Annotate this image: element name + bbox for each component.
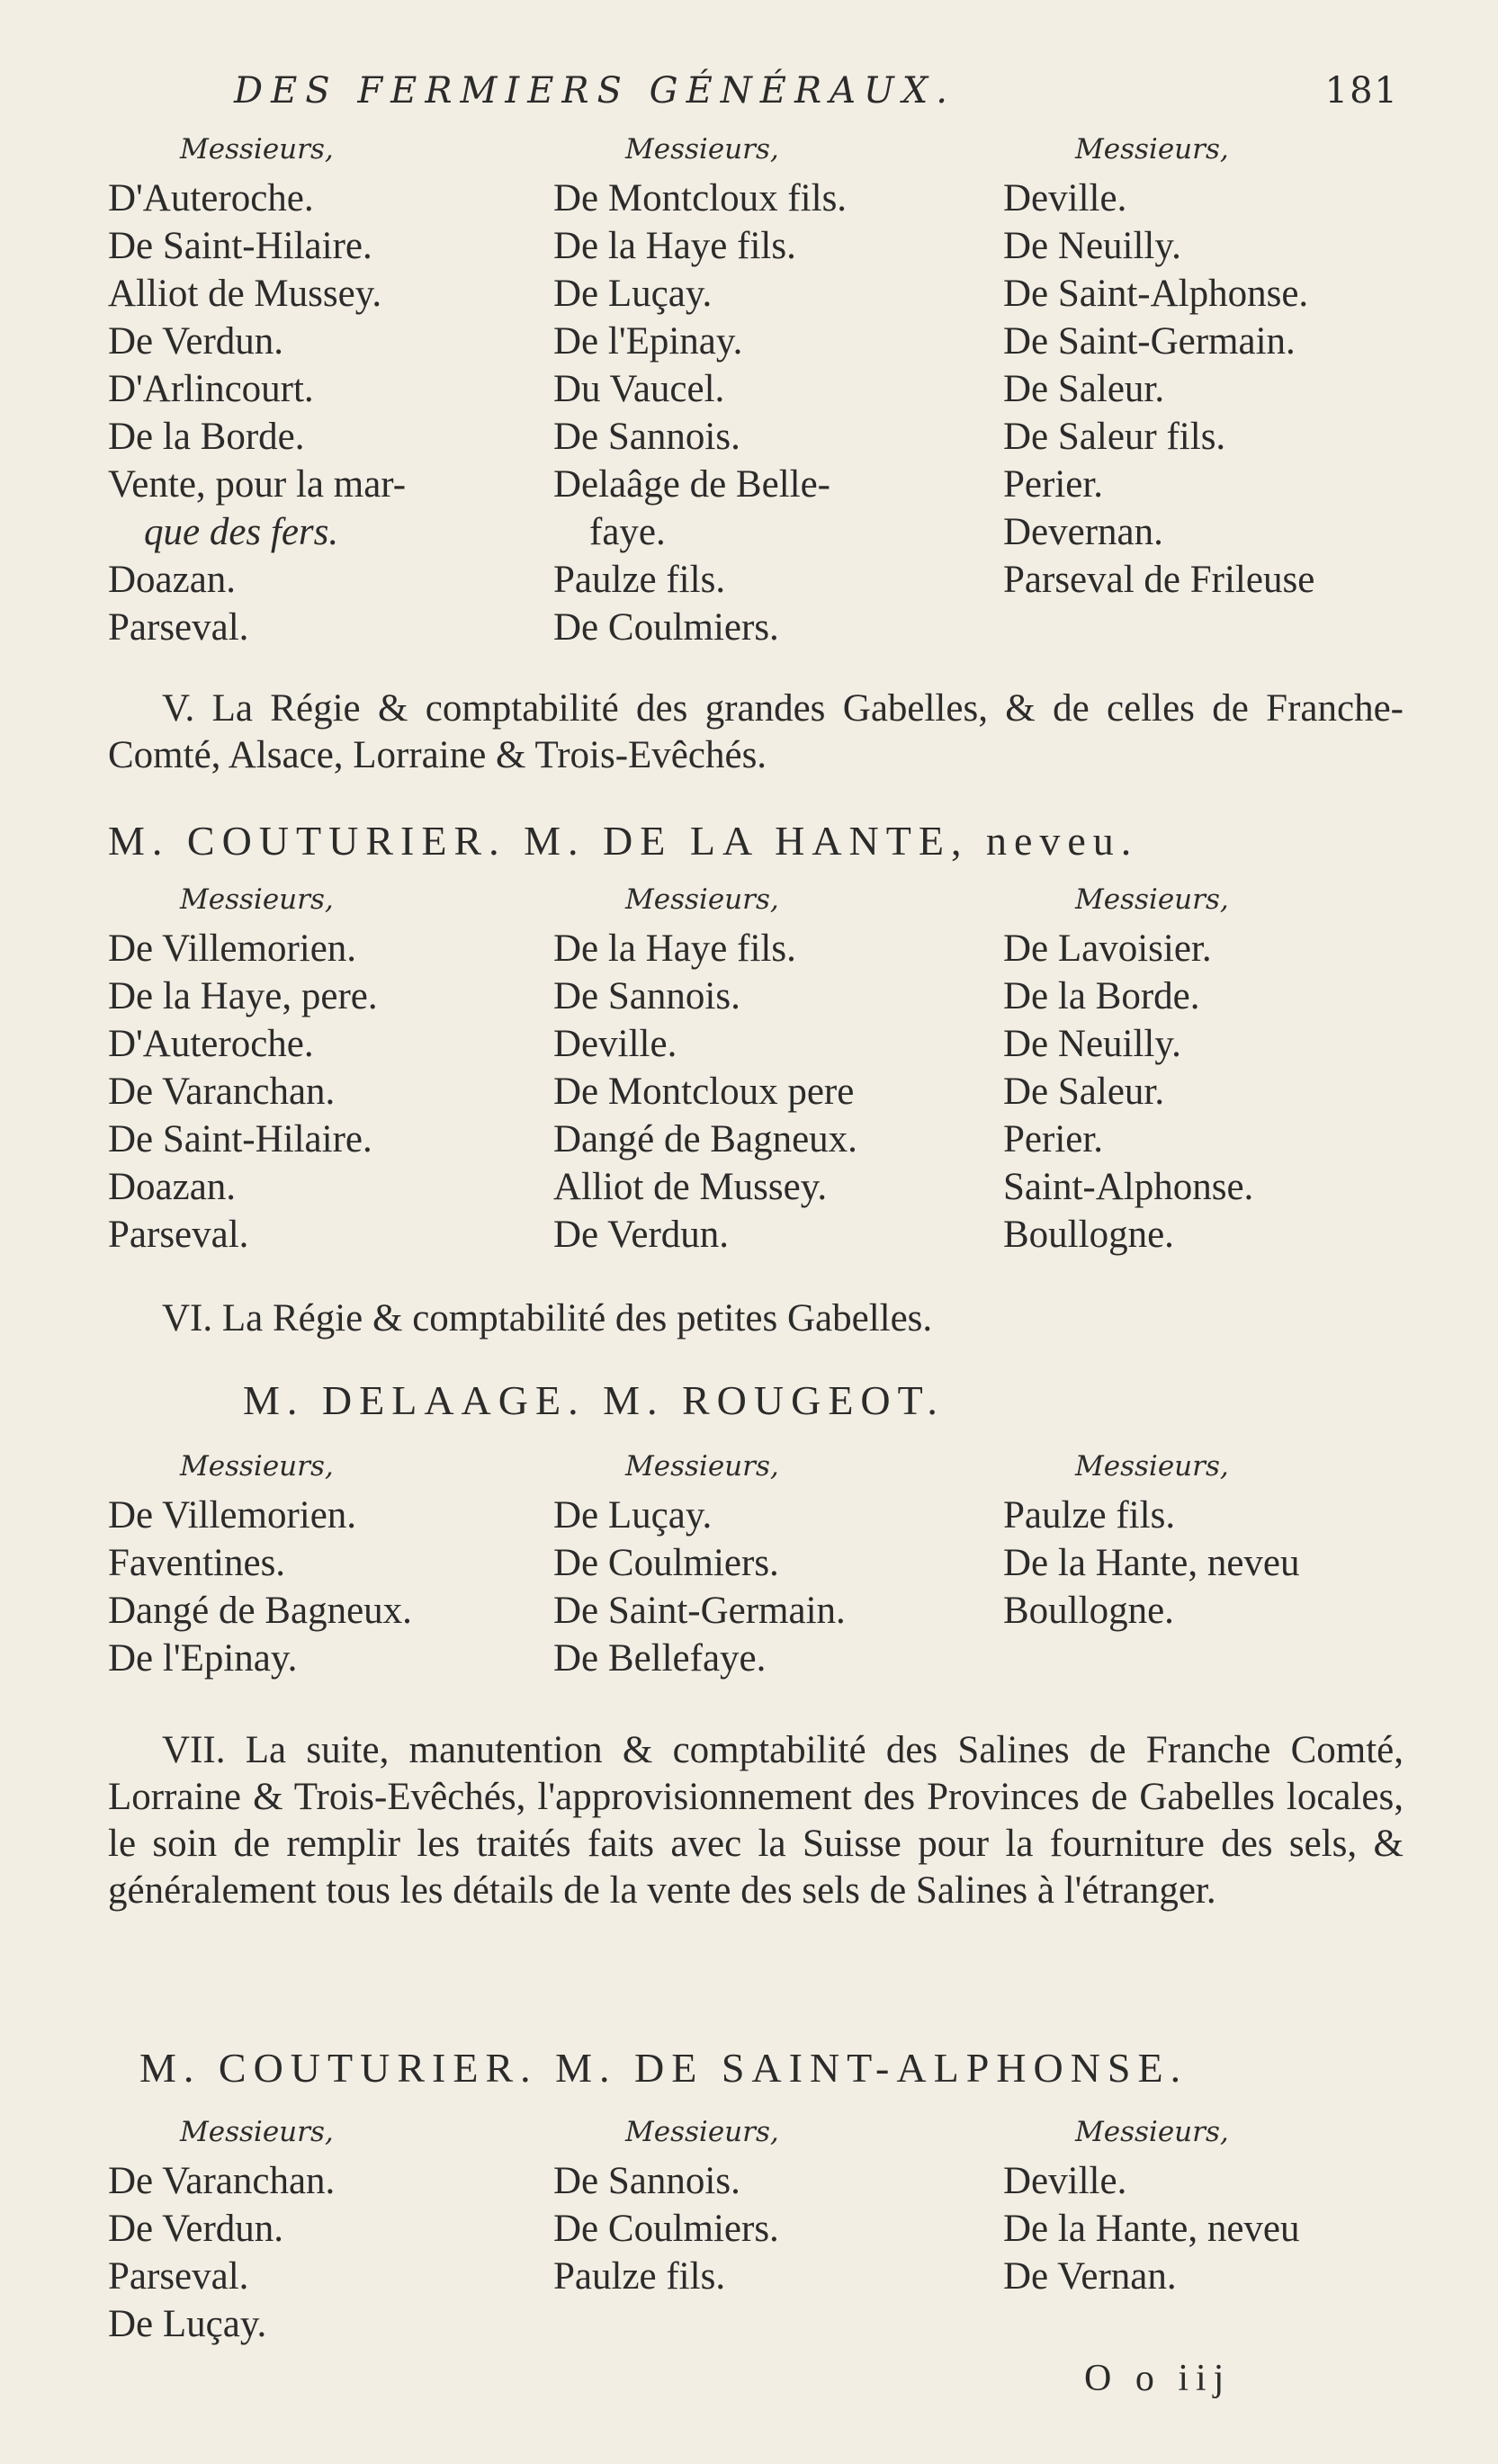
running-title: DES FERMIERS GÉNÉRAUX. bbox=[234, 70, 955, 112]
column-header: Messieurs, bbox=[180, 883, 334, 916]
name-line: De Sannois. bbox=[553, 2160, 740, 2202]
name-line: De la Borde. bbox=[1003, 975, 1200, 1017]
name-line: De Varanchan. bbox=[108, 2160, 336, 2202]
name-line: De Verdun. bbox=[108, 2208, 284, 2250]
name-line: De Saleur. bbox=[1003, 368, 1165, 410]
column-header: Messieurs, bbox=[625, 1450, 779, 1483]
name-line: Paulze fils. bbox=[1003, 1494, 1176, 1537]
column-2 bbox=[553, 1450, 846, 1682]
column-header: Messieurs, bbox=[625, 133, 779, 166]
name-line: De l'Epinay. bbox=[108, 1637, 298, 1680]
name-line: Paulze fils. bbox=[553, 559, 726, 601]
name-line: De Sannois. bbox=[553, 416, 740, 458]
name-line: De Varanchan. bbox=[108, 1071, 336, 1113]
column-2 bbox=[553, 2116, 779, 2300]
column-1 bbox=[108, 2116, 335, 2348]
name-line: Vente, pour la mar- bbox=[108, 463, 407, 506]
name-line: Parseval. bbox=[108, 606, 249, 649]
name-line: Devernan. bbox=[1003, 511, 1163, 553]
name-line: De Luçay. bbox=[553, 1494, 713, 1537]
section-vi-columns bbox=[108, 1450, 1404, 1684]
section-vi-heading: M. DELAAGE. M. ROUGEOT. bbox=[243, 1377, 945, 1423]
name-line: De Vernan. bbox=[1003, 2255, 1177, 2298]
column-header: Messieurs, bbox=[1075, 2116, 1229, 2148]
name-line: Parseval de Frileuse bbox=[1003, 559, 1315, 601]
column-3 bbox=[1003, 133, 1314, 604]
page-number: 181 bbox=[1324, 70, 1399, 112]
column-1 bbox=[108, 883, 378, 1259]
name-line: Doazan. bbox=[108, 559, 237, 601]
name-line: De Coulmiers. bbox=[553, 2208, 779, 2250]
name-line: Du Vaucel. bbox=[553, 368, 725, 410]
name-line: faye. bbox=[589, 511, 666, 553]
name-line: De la Hante, neveu bbox=[1003, 1542, 1300, 1584]
name-line: De Villemorien. bbox=[108, 1494, 357, 1537]
name-line: De la Borde. bbox=[108, 416, 305, 458]
section-vii-columns bbox=[108, 2116, 1404, 2350]
name-line: D'Auteroche. bbox=[108, 177, 314, 220]
name-line: De Saint-Hilaire. bbox=[108, 1118, 372, 1160]
name-line: De la Haye fils. bbox=[553, 927, 796, 970]
name-line: Perier. bbox=[1003, 1118, 1104, 1160]
column-header: Messieurs, bbox=[180, 133, 334, 166]
name-line: Deville. bbox=[553, 1023, 677, 1065]
signature-mark: O o iij bbox=[1084, 2358, 1232, 2399]
name-line: Delaâge de Belle- bbox=[553, 463, 830, 506]
column-header: Messieurs, bbox=[1075, 133, 1229, 166]
column-2 bbox=[553, 883, 857, 1259]
name-line: De Saint-Germain. bbox=[553, 1590, 846, 1632]
name-line: Boullogne. bbox=[1003, 1590, 1174, 1632]
column-2 bbox=[553, 133, 847, 651]
column-header: Messieurs, bbox=[180, 1450, 334, 1483]
column-3 bbox=[1003, 2116, 1300, 2300]
name-line: D'Arlincourt. bbox=[108, 368, 314, 410]
name-line: Dangé de Bagneux. bbox=[108, 1590, 412, 1632]
name-line: De Neuilly. bbox=[1003, 1023, 1181, 1065]
name-line: Alliot de Mussey. bbox=[553, 1166, 828, 1208]
section-v-text: V. La Régie & comptabilité des grandes Gabelles, & de celles de Franche-Comté, Alsace, Lorraine & Trois-Evêchés. bbox=[108, 687, 1404, 776]
name-line: De Verdun. bbox=[553, 1214, 730, 1256]
name-line: De Luçay. bbox=[553, 273, 713, 315]
section-v-columns bbox=[108, 883, 1404, 1279]
name-line: Boullogne. bbox=[1003, 1214, 1174, 1256]
name-line: De la Haye, pere. bbox=[108, 975, 378, 1017]
name-line: De l'Epinay. bbox=[553, 320, 743, 363]
section-v-heading: M. COUTURIER. M. DE LA HANTE, neveu. bbox=[108, 818, 1139, 864]
name-line: De Neuilly. bbox=[1003, 225, 1181, 267]
column-header: Messieurs, bbox=[180, 2116, 334, 2148]
name-line: De Luçay. bbox=[108, 2303, 267, 2345]
column-3 bbox=[1003, 883, 1253, 1259]
name-line: Faventines. bbox=[108, 1542, 286, 1584]
column-header: Messieurs, bbox=[625, 2116, 779, 2148]
name-line: De Villemorien. bbox=[108, 927, 357, 970]
name-line: que des fers. bbox=[144, 511, 339, 553]
name-line: De Coulmiers. bbox=[553, 1542, 779, 1584]
running-head bbox=[234, 70, 1399, 112]
name-line: Deville. bbox=[1003, 2160, 1127, 2202]
column-header: Messieurs, bbox=[1075, 883, 1229, 916]
name-line: De Montcloux fils. bbox=[553, 177, 848, 220]
name-line: De Saleur fils. bbox=[1003, 416, 1226, 458]
section-vii-heading: M. COUTURIER. M. DE SAINT-ALPHONSE. bbox=[139, 2045, 1189, 2091]
name-line: De Bellefaye. bbox=[553, 1637, 767, 1680]
name-line: Paulze fils. bbox=[553, 2255, 726, 2298]
name-line: De Coulmiers. bbox=[553, 606, 779, 649]
name-line: Alliot de Mussey. bbox=[108, 273, 382, 315]
name-line: D'Auteroche. bbox=[108, 1023, 314, 1065]
name-line: De Saleur. bbox=[1003, 1071, 1165, 1113]
name-line: Deville. bbox=[1003, 177, 1127, 220]
name-line: Dangé de Bagneux. bbox=[553, 1118, 857, 1160]
column-header: Messieurs, bbox=[1075, 1450, 1229, 1483]
column-1 bbox=[108, 133, 406, 651]
name-line: De la Hante, neveu bbox=[1003, 2208, 1300, 2250]
section-top-columns bbox=[108, 133, 1404, 673]
name-line: Saint-Alphonse. bbox=[1003, 1166, 1254, 1208]
name-line: De Sannois. bbox=[553, 975, 740, 1017]
name-line: De Saint-Alphonse. bbox=[1003, 273, 1309, 315]
name-line: Perier. bbox=[1003, 463, 1104, 506]
name-line: Parseval. bbox=[108, 1214, 249, 1256]
column-1 bbox=[108, 1450, 412, 1682]
name-line: De la Haye fils. bbox=[553, 225, 796, 267]
name-line: De Montcloux pere bbox=[553, 1071, 855, 1113]
section-vi-text: VI. La Régie & comptabilité des petites Gabelles. bbox=[162, 1297, 933, 1340]
section-vii-text: VII. La suite, manutention & comptabilité des Salines de Franche Comté, Lorraine & Trois-Evêchés, l'approvisionnement des Provinces de Gabelles locales, le soin de remplir les traités faits avec la Suisse pour la fourniture des sels, & généralement tous les détails de la vente des sels de Salines à l'étranger. bbox=[108, 1729, 1404, 1912]
column-header: Messieurs, bbox=[625, 883, 779, 916]
column-3 bbox=[1003, 1450, 1300, 1635]
name-line: Doazan. bbox=[108, 1166, 237, 1208]
name-line: Parseval. bbox=[108, 2255, 249, 2298]
name-line: De Saint-Hilaire. bbox=[108, 225, 372, 267]
name-line: De Lavoisier. bbox=[1003, 927, 1212, 970]
name-line: De Saint-Germain. bbox=[1003, 320, 1296, 363]
name-line: De Verdun. bbox=[108, 320, 284, 363]
